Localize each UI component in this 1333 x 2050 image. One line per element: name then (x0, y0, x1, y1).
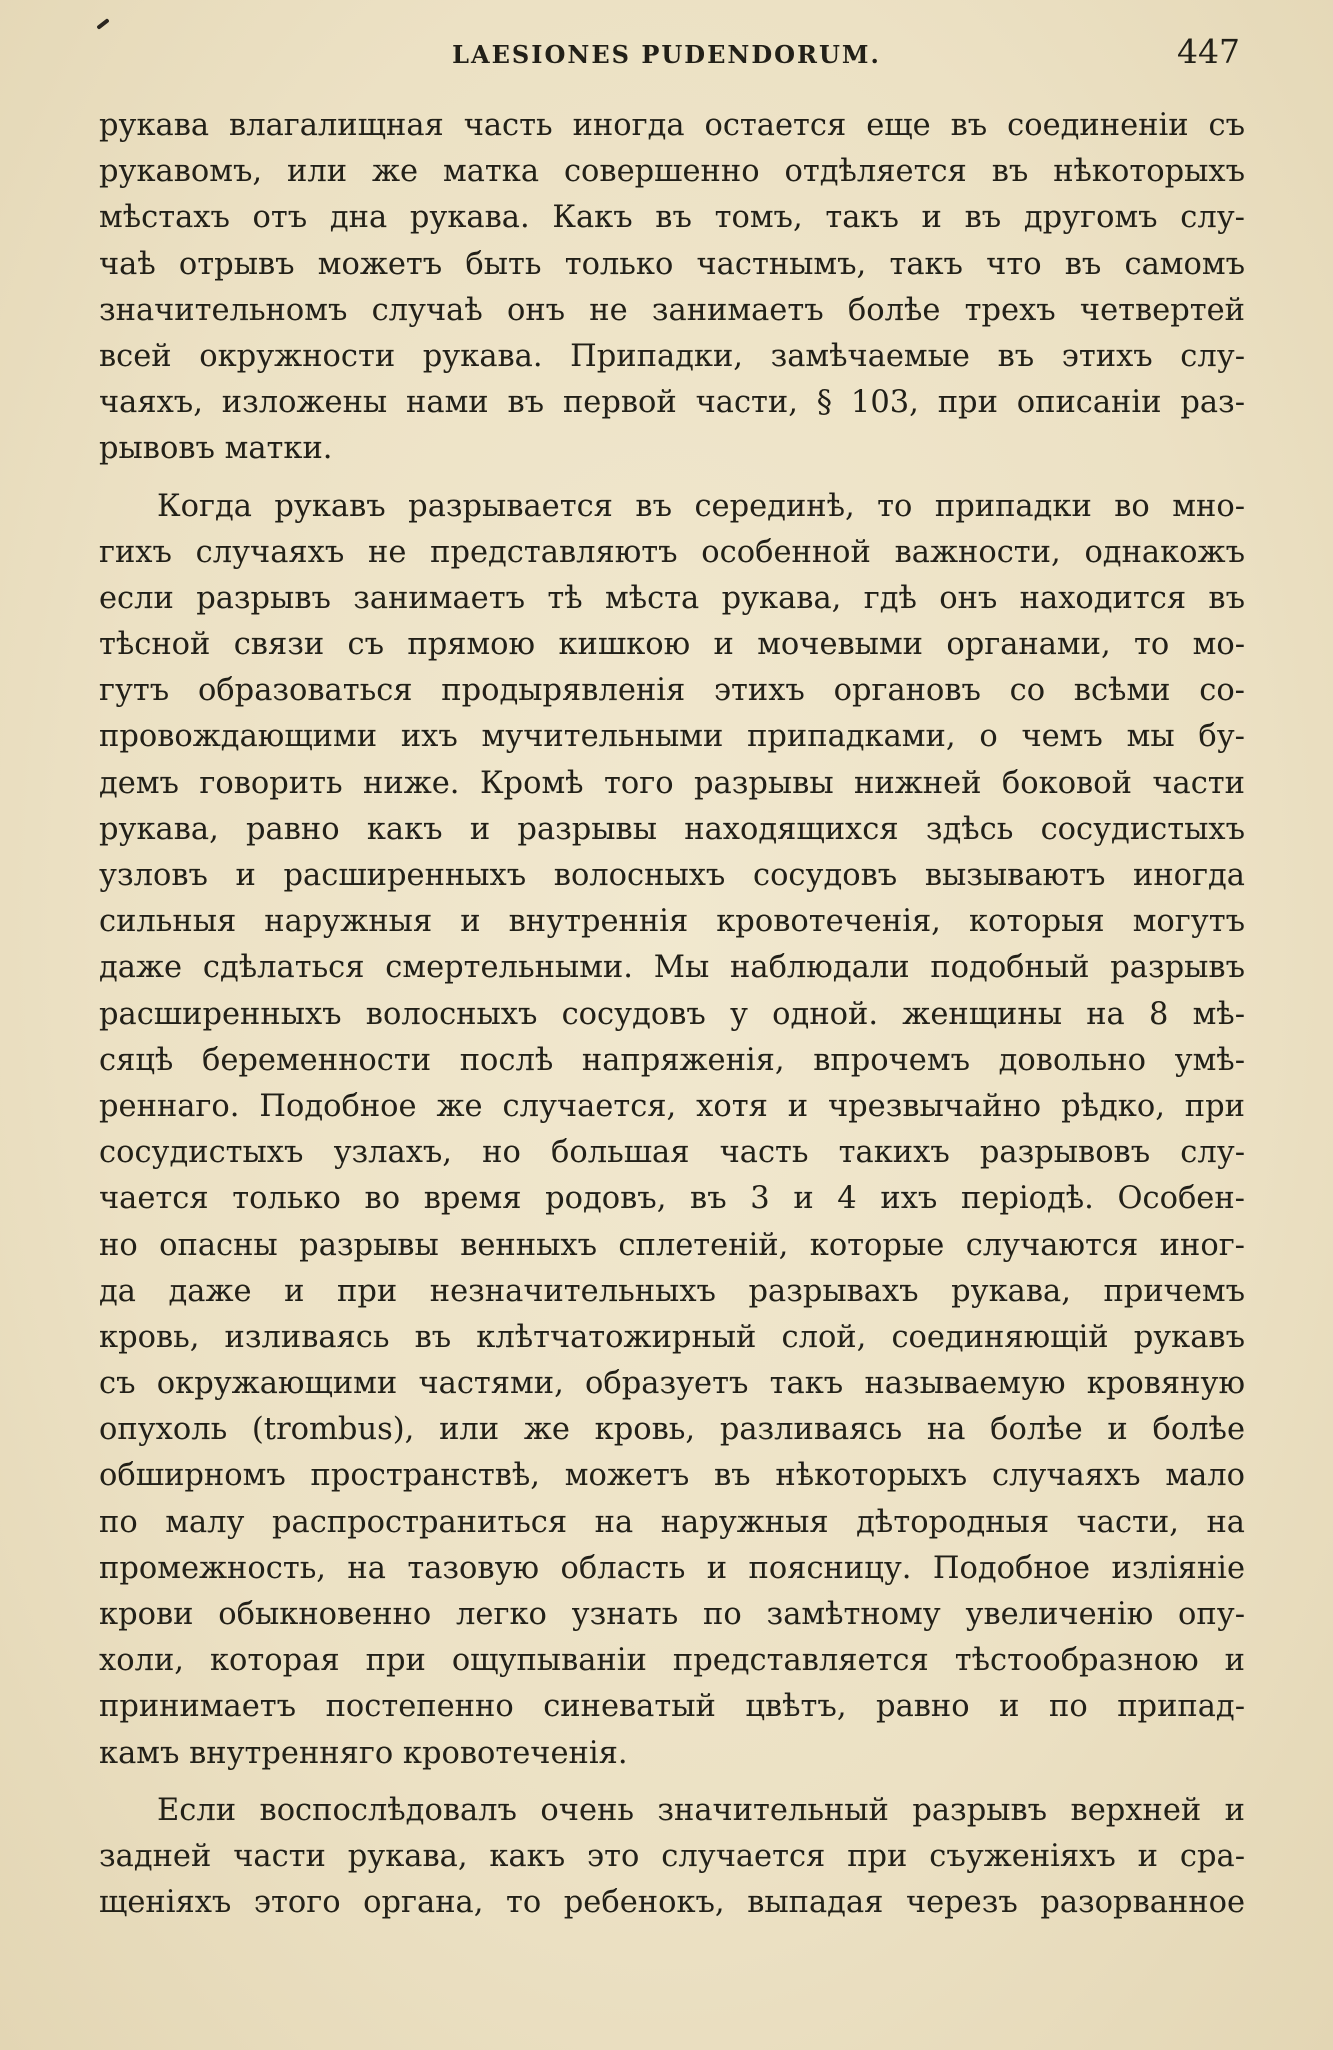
text-line: холи, которая при ощупыванiи представляется тѣстообразною и (99, 1643, 1245, 1679)
text-line: демъ говорить ниже. Кромѣ того разрывы нижней боковой части (99, 765, 1245, 801)
text-line: гутъ образоваться продырявленiя этихъ органовъ со всѣми со- (99, 673, 1245, 709)
paragraph (99, 1788, 1245, 1927)
text-line: расширенныхъ волосныхъ сосудовъ у одной. женщины на 8 мѣ- (99, 996, 1245, 1032)
text-line: рукава влагалищная часть иногда остается еще въ соединенiи съ (99, 108, 1245, 143)
text-line: провождающими ихъ мучительными припадками, о чемъ мы бу- (99, 719, 1245, 755)
text-line: узловъ и расширенныхъ волосныхъ сосудовъ вызываютъ иногда (99, 858, 1245, 893)
text-line: рукава, равно какъ и разрывы находящихся здѣсь сосудистыхъ (99, 811, 1245, 847)
text-line: чается только во время родовъ, въ 3 и 4 ихъ перiодѣ. Особен- (99, 1181, 1245, 1217)
text-line: сяцѣ беременности послѣ напряженiя, впрочемъ довольно умѣ- (99, 1042, 1245, 1078)
text-line: щенiяхъ этого органа, то ребенокъ, выпадая черезъ разорванное (99, 1885, 1245, 1921)
text-line: Если воспослѣдовалъ очень значительный разрывъ верхней и (157, 1792, 1245, 1828)
text-line: принимаетъ постепенно синеватый цвѣтъ, равно и по припад- (99, 1689, 1245, 1725)
page-header (0, 32, 1333, 82)
paragraph (99, 484, 1245, 1777)
text-line: камъ внутренняго кровотеченiя. (99, 1735, 628, 1771)
text-line: значительномъ случаѣ онъ не занимаетъ болѣе трехъ четвертей (99, 292, 1245, 328)
text-line: тѣсной связи съ прямою кишкою и мочевыми органами, то мо- (99, 627, 1245, 663)
text-line: крови обыкновенно легко узнать по замѣтному увеличенiю опу- (99, 1597, 1245, 1632)
text-line: сосудистыхъ узлахъ, но большая часть такихъ разрывовъ слу- (99, 1135, 1245, 1171)
text-line: обширномъ пространствѣ, можетъ въ нѣкоторыхъ случаяхъ мало (99, 1458, 1245, 1494)
text-line: промежность, на тазовую область и поясницу. Подобное излiянiе (99, 1550, 1245, 1586)
text-line: опухоль (trombus), или же кровь, разливаясь на болѣе и болѣе (99, 1412, 1245, 1448)
text-line: но опасны разрывы венныхъ сплетенiй, которые случаются иног- (99, 1227, 1245, 1263)
ink-mark (96, 18, 109, 30)
text-line: рывовъ матки. (99, 431, 333, 467)
text-line: кровь, изливаясь въ клѣтчатожирный слой, соединяющiй рукавъ (99, 1319, 1245, 1355)
text-line: Когда рукавъ разрывается въ серединѣ, то припадки во мно- (157, 488, 1245, 524)
text-line: задней части рукава, какъ это случается при съуженiяхъ и сра- (99, 1838, 1245, 1874)
running-title: LAESIONES PUDENDORUM. (452, 40, 881, 69)
text-line: съ окружающими частями, образуетъ такъ называемую кровяную (99, 1366, 1245, 1402)
text-line: даже сдѣлаться смертельными. Мы наблюдали подобный разрывъ (99, 950, 1245, 986)
text-line: мѣстахъ отъ дна рукава. Какъ въ томъ, такъ и въ другомъ слу- (99, 200, 1245, 236)
text-line: гихъ случаяхъ не представляютъ особенной важности, однакожъ (99, 534, 1245, 570)
text-line: да даже и при незначительныхъ разрывахъ рукава, причемъ (99, 1273, 1245, 1309)
text-line: чаѣ отрывъ можетъ быть только частнымъ, такъ что въ самомъ (99, 246, 1245, 282)
body-text (99, 103, 1245, 1926)
text-line: по малу распространиться на наружныя дѣтородныя части, на (99, 1504, 1245, 1540)
text-line: реннаго. Подобное же случается, хотя и чрезвычайно рѣдко, при (99, 1088, 1245, 1124)
text-line: если разрывъ занимаетъ тѣ мѣста рукава, гдѣ онъ находится въ (99, 580, 1245, 616)
text-line: сильныя наружныя и внутреннiя кровотеченiя, которыя могутъ (99, 904, 1245, 940)
text-line: рукавомъ, или же матка совершенно отдѣляется въ нѣкоторыхъ (99, 154, 1245, 190)
paragraph (99, 103, 1245, 473)
page-number: 447 (1177, 32, 1240, 71)
text-line: всей окружности рукава. Припадки, замѣчаемые въ этихъ слу- (99, 338, 1245, 374)
text-line: чаяхъ, изложены нами въ первой части, § 103, при описанiи раз- (99, 385, 1245, 421)
